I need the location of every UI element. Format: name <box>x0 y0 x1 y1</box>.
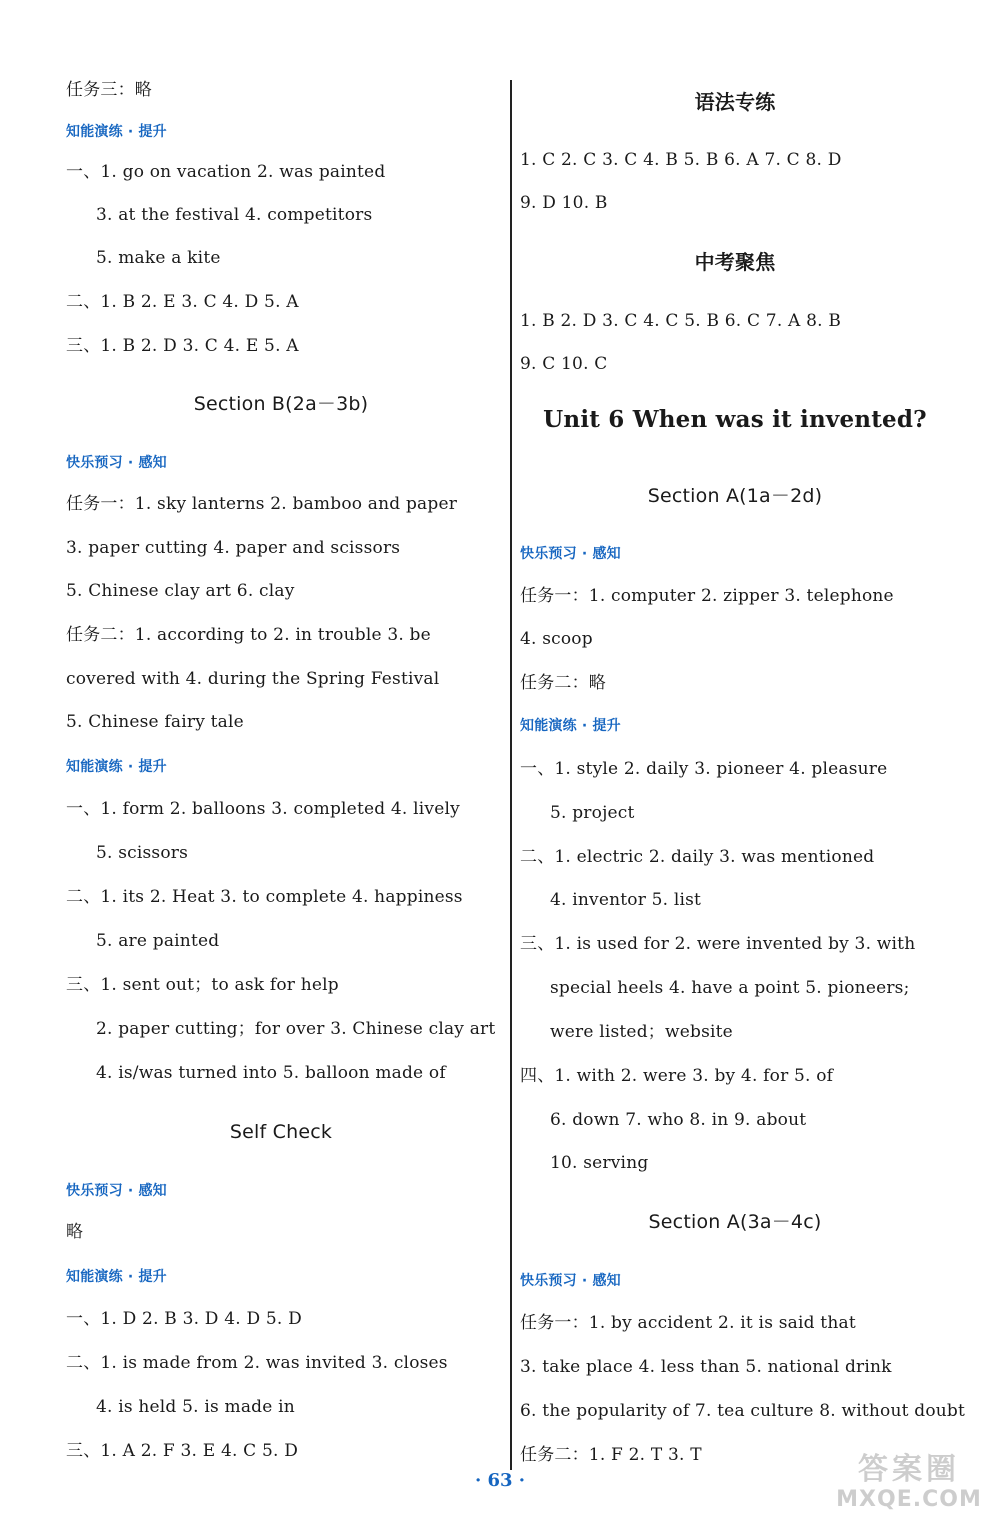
answer-line: 三、1. B 2. D 3. C 4. E 5. A <box>66 336 299 356</box>
section-label: 快乐预习 · 感知 <box>520 546 621 562</box>
section-label: 知能演练 · 提升 <box>66 1269 167 1285</box>
section-label: 知能演练 · 提升 <box>66 124 167 140</box>
answer-line: 4. inventor 5. list <box>550 890 702 910</box>
answer-line: 1. B 2. D 3. C 4. C 5. B 6. C 7. A 8. B <box>520 311 842 331</box>
section-heading: Section A(3a－4c) <box>648 1211 822 1233</box>
answer-line: 任务三：略 <box>66 80 152 100</box>
practice-heading: 语法专练 <box>694 90 776 114</box>
section-heading: Self Check <box>229 1121 333 1143</box>
answer-line: 2. paper cutting；for over 3. Chinese clay art <box>96 1019 496 1039</box>
answer-line: 二、1. is made from 2. was invited 3. closes <box>66 1353 448 1373</box>
answer-line: 任务一：1. by accident 2. it is said that <box>520 1313 856 1333</box>
answer-line: 二、1. its 2. Heat 3. to complete 4. happiness <box>66 887 463 907</box>
answer-line: 三、1. is used for 2. were invented by 3. with <box>520 934 916 954</box>
answer-line: 1. C 2. C 3. C 4. B 5. B 6. A 7. C 8. D <box>520 150 842 170</box>
section-label: 快乐预习 · 感知 <box>66 455 167 471</box>
answer-line: 任务二：1. according to 2. in trouble 3. be <box>66 625 431 645</box>
answer-line: 4. is held 5. is made in <box>96 1397 295 1417</box>
answer-line: 任务二：1. F 2. T 3. T <box>520 1445 702 1465</box>
answer-line: 任务一：1. computer 2. zipper 3. telephone <box>520 586 894 606</box>
unit-title: Unit 6 When was it invented? <box>543 406 927 433</box>
answer-line: 三、1. sent out；to ask for help <box>66 975 339 995</box>
answer-line: 5. project <box>550 803 635 823</box>
answer-line: 3. take place 4. less than 5. national drink <box>520 1357 892 1377</box>
answer-line: 二、1. B 2. E 3. C 4. D 5. A <box>66 292 299 312</box>
answer-line: special heels 4. have a point 5. pioneers; <box>550 978 910 998</box>
answer-line: 二、1. electric 2. daily 3. was mentioned <box>520 847 875 867</box>
section-heading: Section A(1a－2d) <box>647 485 823 507</box>
answer-line: 四、1. with 2. were 3. by 4. for 5. of <box>520 1066 834 1086</box>
answer-line: 5. Chinese clay art 6. clay <box>66 581 295 601</box>
section-label: 快乐预习 · 感知 <box>66 1183 167 1199</box>
practice-heading: 中考聚焦 <box>694 250 776 274</box>
answer-line: 略 <box>66 1222 84 1242</box>
answer-line: 3. paper cutting 4. paper and scissors <box>66 538 401 558</box>
section-heading: Section B(2a－3b) <box>193 393 369 415</box>
watermark-text-url: MXQE.COM <box>836 1487 982 1512</box>
answer-line: 一、1. go on vacation 2. was painted <box>66 162 386 182</box>
column-divider <box>510 80 512 1470</box>
answer-line: 三、1. A 2. F 3. E 4. C 5. D <box>66 1441 299 1461</box>
answer-line: 6. the popularity of 7. tea culture 8. without doubt <box>520 1401 966 1421</box>
answer-line: 4. is/was turned into 5. balloon made of <box>96 1063 446 1083</box>
page-number: · 63 · <box>474 1470 526 1491</box>
answer-line: 一、1. form 2. balloons 3. completed 4. lively <box>66 799 460 819</box>
answer-line: 10. serving <box>550 1153 649 1173</box>
section-label: 快乐预习 · 感知 <box>520 1273 621 1289</box>
answer-line: 5. scissors <box>96 843 189 863</box>
answer-line: 4. scoop <box>520 629 593 649</box>
section-label: 知能演练 · 提升 <box>66 759 167 775</box>
answer-line: were listed；website <box>550 1022 733 1042</box>
answer-line: 一、1. style 2. daily 3. pioneer 4. pleasure <box>520 759 888 779</box>
answer-line: 6. down 7. who 8. in 9. about <box>550 1110 807 1130</box>
answer-line: 9. C 10. C <box>520 354 608 374</box>
answer-line: 任务二：略 <box>520 673 606 693</box>
answer-line: 一、1. D 2. B 3. D 4. D 5. D <box>66 1309 302 1329</box>
answer-line: 任务一：1. sky lanterns 2. bamboo and paper <box>66 494 458 514</box>
answer-line: 5. are painted <box>96 931 220 951</box>
answer-line: 5. make a kite <box>96 248 221 268</box>
answer-line: 9. D 10. B <box>520 193 608 213</box>
watermark-logo <box>834 1452 984 1522</box>
section-label: 知能演练 · 提升 <box>520 718 621 734</box>
watermark-text-main: 答案圈 <box>858 1452 960 1487</box>
answer-line: 3. at the festival 4. competitors <box>96 205 373 225</box>
answer-line: 5. Chinese fairy tale <box>66 712 244 732</box>
answer-line: covered with 4. during the Spring Festival <box>66 669 440 689</box>
